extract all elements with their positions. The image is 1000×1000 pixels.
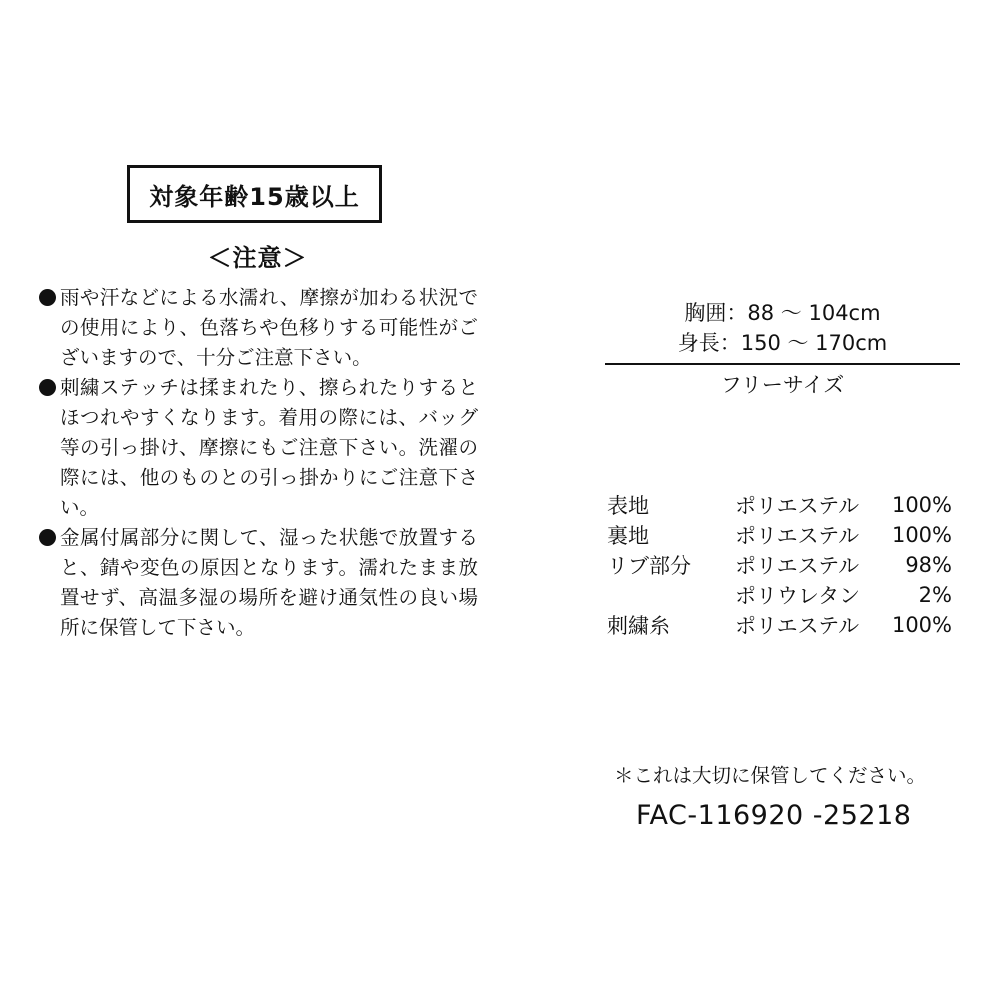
material-row — [607, 520, 952, 550]
material-fiber: ポリエステル — [735, 614, 860, 638]
caution-note-text: 金属付属部分に関して、湿った状態で放置すると、錆や変色の原因となります。濡れたまま放置せず、高温多湿の場所を避け通気性の良い場所に保管して下さい。 — [60, 526, 478, 639]
materials-table — [607, 490, 952, 640]
keep-note: ＊これは大切に保管してください。 — [614, 764, 927, 787]
height-size: 身長：150 〜 170cm — [677, 331, 888, 355]
material-part — [607, 580, 735, 610]
caution-note-text: 刺繍ステッチは揉まれたり、擦られたりするとほつれやすくなります。着用の際には、バッグ等の引っ掛け、摩擦にもご注意下さい。洗濯の際には、他のものとの引っ掛かりにご注意下さい。 — [60, 376, 478, 519]
product-code: FAC-116920 -25218 — [636, 800, 912, 831]
bullet-icon — [39, 529, 56, 546]
material-part: 表地 — [607, 494, 649, 518]
caution-note — [38, 523, 478, 643]
chest-size: 胸囲：88 〜 104cm — [684, 301, 881, 325]
material-fiber: ポリエステル — [735, 554, 860, 578]
free-size-label: フリーサイズ — [720, 373, 845, 397]
material-percent: 100% — [891, 613, 952, 637]
material-percent: 100% — [891, 523, 952, 547]
material-row — [607, 610, 952, 640]
material-percent: 98% — [905, 553, 952, 577]
material-fiber: ポリウレタン — [735, 584, 861, 608]
material-part: リブ部分 — [607, 554, 691, 578]
caution-note — [38, 373, 478, 523]
material-part: 裏地 — [607, 524, 649, 548]
material-row — [607, 580, 952, 610]
bullet-icon — [39, 379, 56, 396]
caution-heading: ＜注意＞ — [207, 244, 308, 272]
caution-note-text: 雨や汗などによる水濡れ、摩擦が加わる状況での使用により、色落ちや色移りする可能性がございますので、十分ご注意下さい。 — [60, 286, 478, 369]
material-percent: 100% — [891, 493, 952, 517]
size-section — [605, 298, 960, 402]
age-notice: 対象年齢15歳以上 — [149, 182, 360, 211]
material-fiber: ポリエステル — [735, 524, 860, 548]
material-part: 刺繍糸 — [607, 614, 670, 638]
material-row — [607, 490, 952, 520]
bullet-icon — [39, 289, 56, 306]
material-fiber: ポリエステル — [735, 494, 860, 518]
material-row — [607, 550, 952, 580]
caution-list — [38, 283, 478, 643]
size-divider — [605, 363, 960, 365]
caution-note — [38, 283, 478, 373]
age-notice-box — [127, 165, 382, 223]
material-percent: 2% — [918, 583, 952, 607]
